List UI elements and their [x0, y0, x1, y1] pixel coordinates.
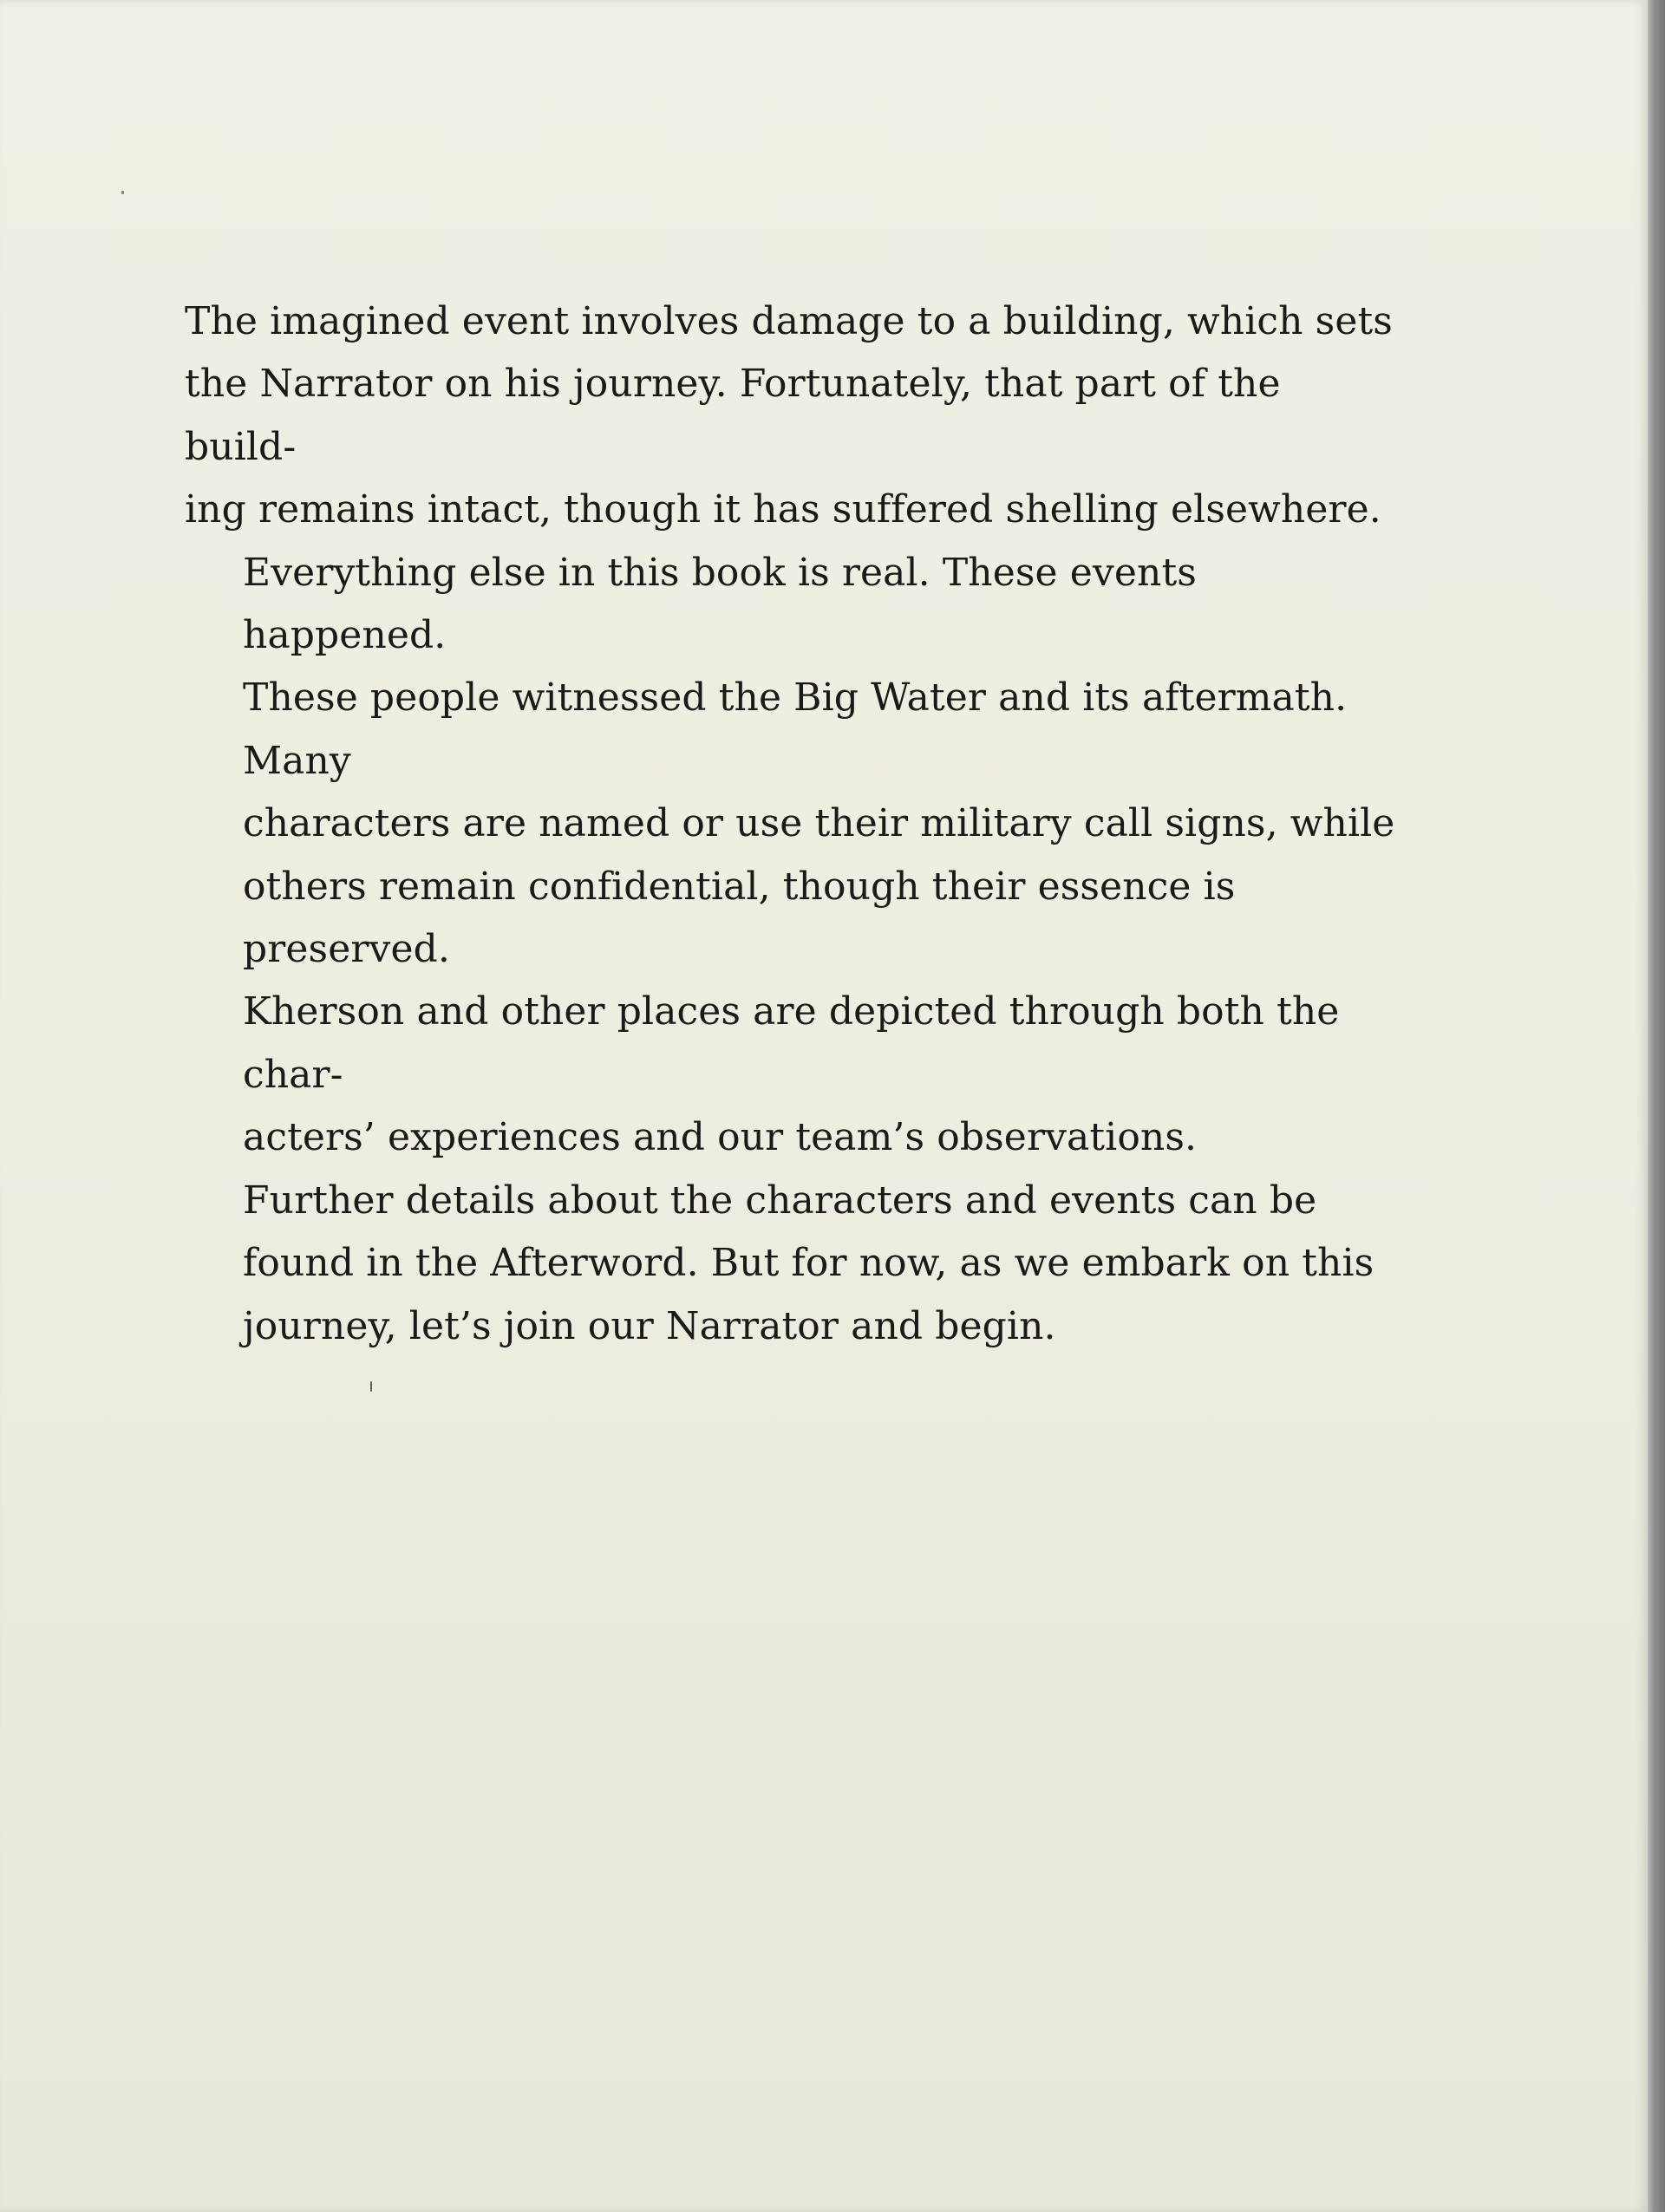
page-edge [1648, 0, 1665, 2212]
body-text [185, 290, 1399, 1358]
paper-speck [121, 191, 124, 194]
paragraph-3: Further details about the characters and events can be found in the Afterword. But for now, as we embark on this journey, let’s join our Narrator and begin. [243, 1178, 1374, 1348]
paper-speck [370, 1381, 372, 1392]
paragraph-2: Everything else in this book is real. These events happened. These people witnessed the Big Water and its aftermath. Many characters are named or use their military call signs, while others remain confidential, though their essence is preserved. Kherson and other places are depicted through both the char- acters’ experiences and our team’s observations. [243, 550, 1395, 1160]
paragraph-1: The imagined event involves damage to a building, which sets the Narrator on his journey. Fortunately, that part of the build- ing remains intact, though it has suffered shelling elsewhere. [185, 299, 1393, 532]
